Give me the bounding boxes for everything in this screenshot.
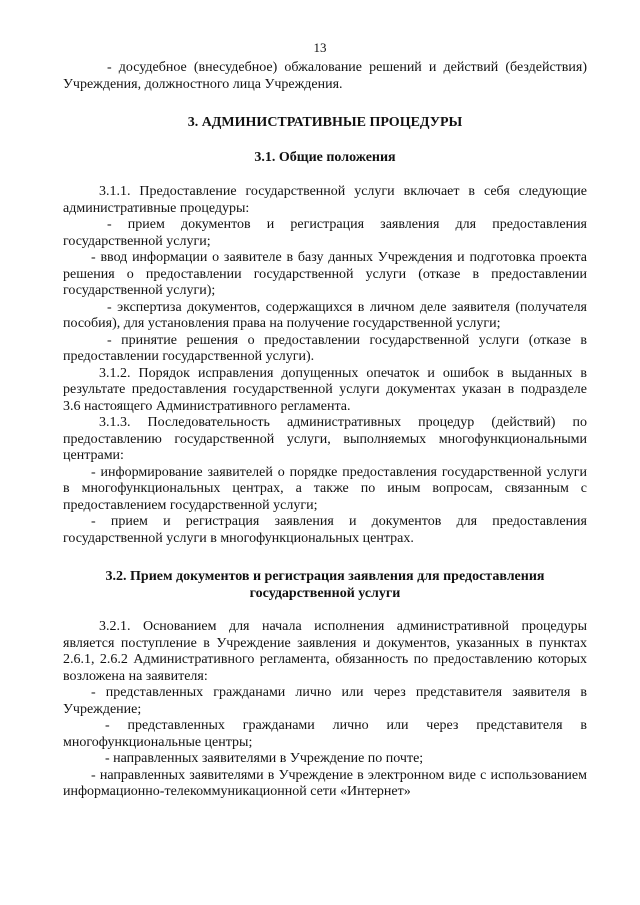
paragraph-3-1-1: 3.1.1. Предоставление государственной услуги включает в себя следующие административные процедуры: — [63, 184, 587, 216]
subsection-heading-3-2 — [63, 569, 587, 602]
subsection-heading-line: государственной услуги — [249, 585, 401, 601]
subsection-heading-line: 3.2. Прием документов и регистрация заявления для предоставления — [105, 569, 545, 584]
list-item: - экспертиза документов, содержащихся в личном деле заявителя (получателя пособия), для установления права на получение государственной услуги; — [63, 299, 587, 331]
list-item: - представленных гражданами лично или через представителя заявителя в Учреждение; — [63, 685, 587, 717]
list-item: - представленных гражданами лично или через представителя в многофункциональные центры; — [63, 718, 587, 750]
section-heading: 3. АДМИНИСТРАТИВНЫЕ ПРОЦЕДУРЫ — [187, 115, 463, 130]
page-content — [63, 60, 587, 801]
paragraph-appeal: - досудебное (внесудебное) обжалование решений и действий (бездействия) Учреждения, должностного лица Учреждения. — [63, 60, 587, 92]
list-item: - информирование заявителей о порядке предоставления государственной услуги в многофункциональных центрах, а также по иным вопросам, связанным с предоставлением государственной услуги; — [63, 464, 587, 513]
paragraph-3-1-2: 3.1.2. Порядок исправления допущенных опечаток и ошибок в выданных в результате предоставления государственной услуги документах указан в подразделе 3.6 настоящего Административного регламента. — [63, 365, 587, 414]
list-item: - прием документов и регистрация заявления для предоставления государственной услуги; — [63, 217, 587, 249]
paragraph-3-2-1: 3.2.1. Основанием для начала исполнения административной процедуры является поступление в Учреждение заявления и документов, указанных в пунктах 2.6.1, 2.6.2 Административного регламента, обязанность по предоставлению которых возложена на заявителя: — [63, 619, 587, 684]
list-item: - направленных заявителями в Учреждение в электронном виде с использованием информационно-телекоммуникационной сети «Интернет» — [63, 767, 587, 799]
list-item: - принятие решения о предоставлении государственной услуги (отказе в предоставлении государственной услуги). — [63, 332, 587, 364]
list-item: - направленных заявителями в Учреждение по почте; — [105, 751, 424, 766]
paragraph-3-1-3: 3.1.3. Последовательность административных процедур (действий) по предоставлению государственной услуги, выполняемых многофункциональными центрами: — [63, 415, 587, 463]
list-item: - прием и регистрация заявления и документов для предоставления государственной услуги в многофункциональных центрах. — [63, 514, 587, 546]
subsection-heading-3-1: 3.1. Общие положения — [254, 149, 396, 165]
list-item: - ввод информации о заявителе в базу данных Учреждения и подготовка проекта решения о предоставлении государственной услуги (отказе в предоставлении государственной услуги); — [63, 250, 587, 298]
page-number: 13 — [313, 40, 327, 55]
